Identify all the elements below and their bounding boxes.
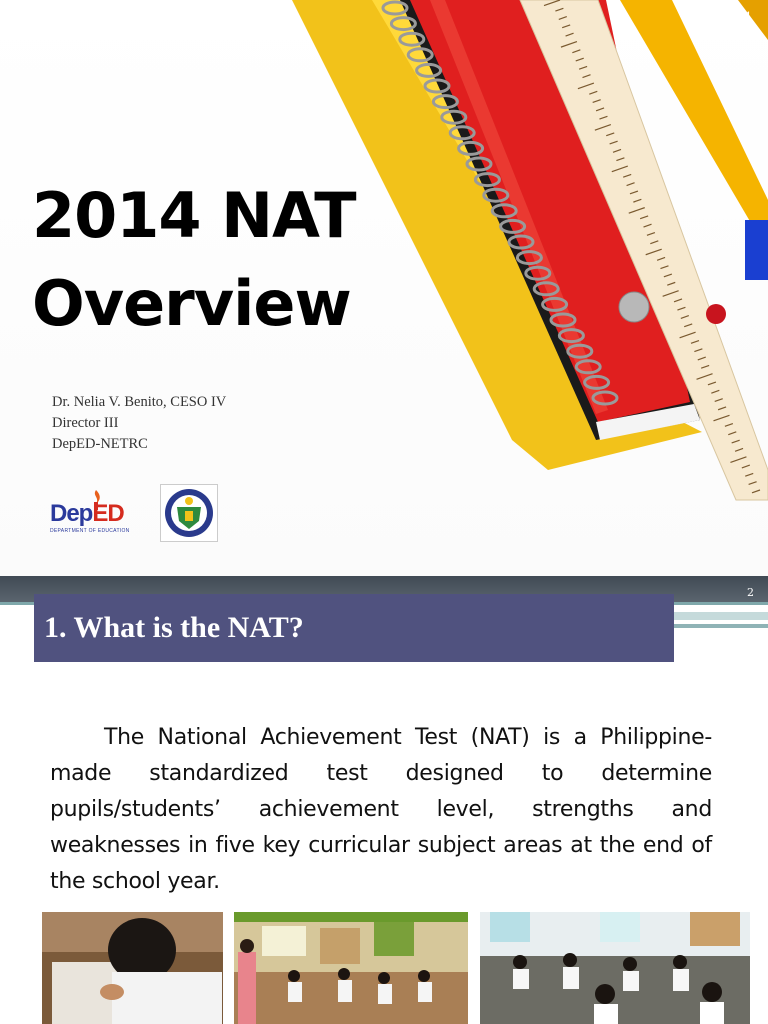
student-writing-photo: [42, 912, 223, 1024]
body-paragraph: The National Achievement Test (NAT) is a Philippine-made standardized test designed to determine pupils/students’ achievement level, strengths and weaknesses in five key curricular subject areas at the end of the school year.: [50, 725, 712, 894]
deped-subtext: DEPARTMENT OF EDUCATION: [50, 528, 130, 534]
deped-logo: [50, 488, 148, 538]
author-name: Dr. Nelia V. Benito, CESO IV: [52, 394, 227, 410]
author-office: DepED-NETRC: [52, 436, 148, 452]
slide-2: [0, 576, 768, 1024]
slide-heading: 1. What is the NAT?: [44, 611, 304, 644]
pencil-shade: [738, 0, 768, 40]
accent-band: [674, 612, 768, 620]
title-line-1: 2014 NAT: [32, 179, 356, 252]
author-block: [52, 392, 226, 455]
pencil-cap: [745, 220, 768, 280]
ruler-hole: [619, 292, 649, 322]
deped-ed-text: ED: [92, 500, 124, 527]
exam-room-photo: [480, 912, 750, 1024]
red-pushpin: [706, 304, 726, 324]
classroom-photo: [234, 912, 468, 1024]
deped-wordmark: [50, 500, 124, 528]
title-line-2: Overview: [32, 267, 351, 340]
deped-dep-text: Dep: [50, 500, 93, 527]
accent-band-thin: [674, 624, 768, 628]
logo-row: [50, 484, 218, 542]
netrc-seal-icon: [160, 484, 218, 542]
slide-number: 2: [747, 586, 754, 599]
author-position: Director III: [52, 415, 119, 431]
slide-number: 1: [745, 10, 752, 23]
slide-title: [32, 172, 356, 348]
heading-bar: [34, 594, 674, 662]
